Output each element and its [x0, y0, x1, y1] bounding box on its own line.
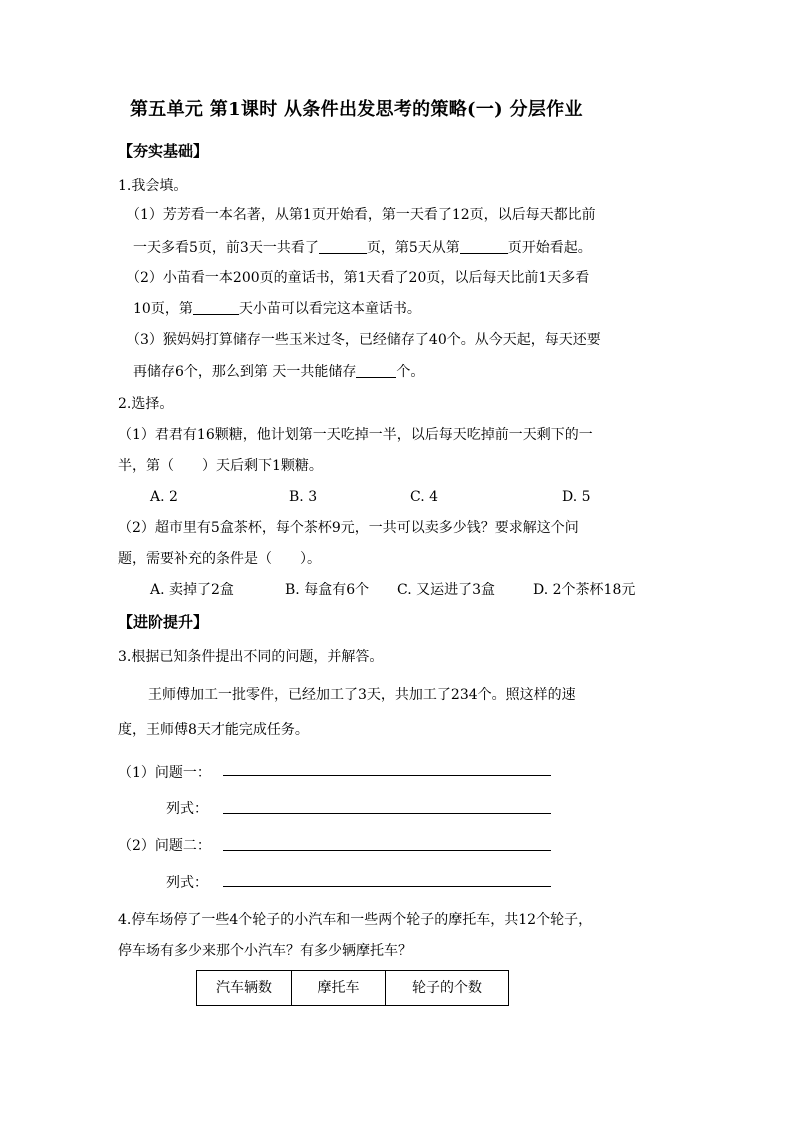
question-1-3-line1: （3）猴妈妈打算储存一些玉米过冬，已经储存了40个。从今天起，每天还要 — [126, 332, 601, 348]
answer-blank[interactable] — [193, 300, 239, 315]
question-1-1-line1: （1）芳芳看一本名著，从第1页开始看，第一天看了12页，以后每天都比前 — [126, 207, 596, 223]
option-a[interactable]: A. 2 — [150, 489, 178, 505]
question-3-passage-line2: 度，王师傅8天才能完成任务。 — [118, 722, 309, 738]
option-c[interactable]: C. 4 — [410, 489, 439, 505]
text-segment: 页开始看起。 — [507, 240, 592, 256]
page-title: 第五单元 第1课时 从条件出发思考的策略(一) 分层作业 — [130, 99, 583, 120]
question-2-2-line2: 题，需要补充的条件是（ ）。 — [118, 551, 321, 567]
answer-line-formula2[interactable] — [223, 886, 551, 887]
answer-blank[interactable] — [460, 239, 508, 254]
question-4-line2: 停车场有多少来那个小汽车？有多少辆摩托车？ — [118, 943, 412, 959]
answer-blank[interactable] — [319, 239, 367, 254]
section-heading-advanced: 【进阶提升】 — [118, 613, 209, 631]
question-3-2-formula-label: 列式： — [166, 875, 208, 891]
table-header-cell: 汽车辆数 — [197, 971, 292, 1006]
section-heading-basics: 【夯实基础】 — [118, 142, 209, 160]
question-4-line1: 4.停车场停了一些4个轮子的小汽车和一些两个轮子的摩托车，共12个轮子， — [118, 912, 593, 928]
table-header-row — [197, 971, 509, 1006]
question-3-passage-line1: 王师傅加工一批零件，已经加工了3天，共加工了234个。照这样的速 — [148, 687, 576, 703]
text-segment: 再储存6个，那么到第 天一共能储存 — [133, 364, 357, 380]
question-1-stem: 1.我会填。 — [118, 178, 188, 194]
question-3-stem: 3.根据已知条件提出不同的问题，并解答。 — [118, 649, 384, 665]
question-1-1-line2 — [133, 238, 592, 258]
answer-line-question1[interactable] — [223, 775, 551, 776]
text-segment: 个。 — [396, 364, 425, 380]
question-1-2-line2 — [133, 299, 421, 319]
question-2-1-line1: （1）君君有16颗糖，他计划第一天吃掉一半，以后每天吃掉前一天剩下的一 — [118, 427, 593, 443]
option-b[interactable]: B. 每盒有6个 — [285, 582, 370, 598]
option-b[interactable]: B. 3 — [289, 489, 318, 505]
table-header-cell: 轮子的个数 — [386, 971, 509, 1006]
question-2-2-line1: （2）超市里有5盒茶杯，每个茶杯9元，一共可以卖多少钱？要求解这个问 — [118, 520, 579, 536]
answer-blank[interactable] — [356, 363, 396, 378]
question-1-3-line2 — [133, 362, 424, 382]
option-d[interactable]: D. 5 — [562, 489, 591, 505]
option-d[interactable]: D. 2个茶杯18元 — [533, 582, 636, 598]
text-segment: 一天多看5页，前3天一共看了 — [133, 240, 319, 256]
option-c[interactable]: C. 又运进了3盒 — [397, 582, 496, 598]
question-3-1-formula-label: 列式： — [166, 801, 208, 817]
answer-table — [196, 970, 509, 1006]
question-2-stem: 2.选择。 — [118, 396, 174, 412]
answer-line-formula1[interactable] — [223, 813, 551, 814]
question-3-2-label: （2）问题二： — [118, 838, 211, 854]
answer-line-question2[interactable] — [223, 850, 551, 851]
text-segment: 天小苗可以看完这本童话书。 — [238, 301, 421, 317]
text-segment: 页，第5天从第 — [366, 240, 460, 256]
question-1-2-line1: （2）小苗看一本200页的童话书，第1天看了20页，以后每天比前1天多看 — [126, 270, 590, 286]
question-3-1-label: （1）问题一： — [118, 765, 211, 781]
table-header-cell: 摩托车 — [292, 971, 386, 1006]
question-2-1-line2: 半，第（ ）天后剩下1颗糖。 — [118, 458, 323, 474]
text-segment: 10页，第 — [133, 301, 193, 317]
option-a[interactable]: A. 卖掉了2盒 — [150, 582, 234, 598]
